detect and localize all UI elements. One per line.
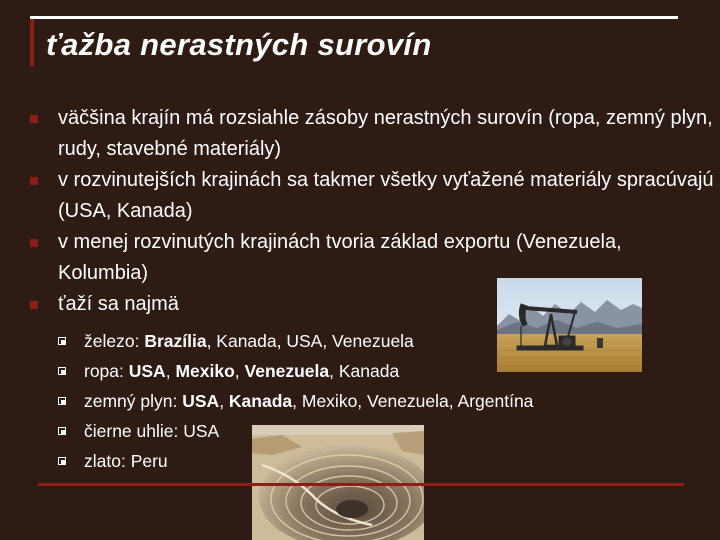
hollow-square-bullet-icon (58, 367, 66, 375)
sub-bullet-text: Venezuela (244, 361, 330, 381)
sub-bullet-text: zemný plyn: (84, 391, 183, 411)
bullet-text: v menej rozvinutých krajinách tvoria základ exportu (Venezuela, Kolumbia) (58, 231, 622, 284)
sub-bullet-text: ropa: (84, 361, 129, 381)
square-bullet-icon (30, 115, 38, 123)
sub-bullet-text: zlato: Peru (84, 451, 168, 471)
hollow-square-bullet-icon (58, 427, 66, 435)
sub-bullet-text: USA (128, 361, 166, 381)
sub-bullet-text: , Mexiko, Venezuela, Argentína (292, 391, 534, 411)
hollow-square-bullet-icon (58, 337, 66, 345)
slide-title: ťažba nerastných surovín (46, 27, 432, 62)
sub-bullet-item (58, 356, 658, 386)
sub-bullet-text: USA (182, 391, 220, 411)
sub-bullet-text: , Kanada, USA, Venezuela (206, 331, 414, 351)
bullet-item (26, 103, 716, 165)
title-frame-top-line (30, 16, 678, 19)
sub-bullet-text: čierne uhlie: USA (84, 421, 220, 441)
bullet-text: ťaží sa najmä (58, 293, 179, 315)
sub-bullet-text: , (165, 361, 176, 381)
hollow-square-bullet-icon (58, 457, 66, 465)
bullet-text: väčšina krajín má rozsiahle zásoby nerastných surovín (ropa, zemný plyn, rudy, stavebné materiály) (58, 107, 713, 160)
sub-bullet-text: Mexiko (175, 361, 235, 381)
hollow-square-bullet-icon (58, 397, 66, 405)
square-bullet-icon (30, 301, 38, 309)
bottom-divider (38, 483, 684, 486)
sub-bullet-text: Brazília (144, 331, 207, 351)
bullet-text: v rozvinutejších krajinách sa takmer všetky vyťažené materiály spracúvajú (USA, Kanada) (58, 169, 714, 222)
square-bullet-icon (30, 177, 38, 185)
sub-bullet-text: železo: (84, 331, 145, 351)
sub-bullet-item (58, 326, 658, 356)
title-frame-left-bar (30, 16, 34, 66)
sub-bullet-text: , (219, 391, 229, 411)
sub-bullet-text: , (234, 361, 245, 381)
sub-bullet-item (58, 386, 658, 416)
sub-bullet-text: , Kanada (329, 361, 400, 381)
sub-bullet-text: Kanada (228, 391, 293, 411)
bullet-item (26, 165, 716, 227)
square-bullet-icon (30, 239, 38, 247)
